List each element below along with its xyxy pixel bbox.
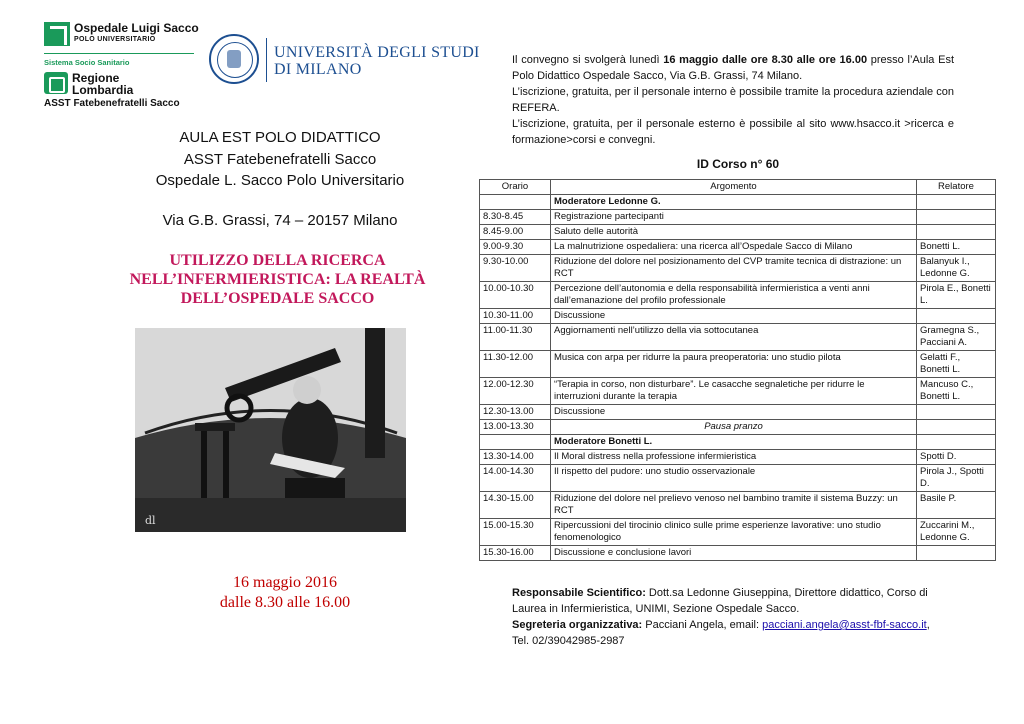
sacco-hospital-name: Ospedale Luigi Sacco — [74, 21, 199, 35]
course-id: ID Corso n° 60 — [696, 157, 780, 171]
cell-relatore: Pirola E., Bonetti L. — [917, 282, 996, 309]
cell-orario: 15.30-16.00 — [480, 546, 551, 561]
cell-relatore: Pirola J., Spotti D. — [917, 465, 996, 492]
table-row — [480, 351, 996, 378]
responsabile-text: Dott.sa Ledonne Giuseppina, Direttore didattico, Corso di Laurea in Infermieristica, UNIMI, Sezione Ospedale Sacco. — [512, 587, 928, 615]
table-row — [480, 210, 996, 225]
event-title-line-2: NELL’INFERMIERISTICA: LA REALTÀ — [129, 271, 426, 288]
lombardia-logo-icon — [44, 72, 68, 94]
intro-p1-end: presso l’Aula Est Polo Didattico Ospedale Sacco, Via G.B. Grassi, 74 Milano. — [512, 54, 955, 82]
event-time: dalle 8.30 alle 16.00 — [219, 594, 351, 611]
event-title-line-3: DELL’OSPEDALE SACCO — [180, 290, 375, 307]
sacco-polo-label: POLO UNIVERSITARIO — [74, 36, 156, 43]
cell-orario: 13.30-14.00 — [480, 450, 551, 465]
cell-argomento: Ripercussioni del tirocinio clinico sulle prime esperienze lavorative: uno studio fenomenologico — [551, 519, 917, 546]
cell-relatore: Mancuso C., Bonetti L. — [917, 378, 996, 405]
cell-relatore — [917, 420, 996, 435]
unimi-divider — [266, 38, 267, 82]
cell-orario — [480, 435, 551, 450]
cell-orario: 8.30-8.45 — [480, 210, 551, 225]
cell-argomento: Musica con arpa per ridurre la paura preoperatoria: uno studio pilota — [551, 351, 917, 378]
cell-argomento: Moderatore Bonetti L. — [551, 435, 917, 450]
segreteria-label: Segreteria organizzativa: — [512, 619, 643, 631]
cell-argomento: “Terapia in corso, non disturbare”. Le casacche segnaletiche per ridurre le interruzioni durante la terapia — [551, 378, 917, 405]
cell-argomento: Aggiornamenti nell’utilizzo della via sottocutanea — [551, 324, 917, 351]
cell-relatore: Bonetti L. — [917, 240, 996, 255]
program-table — [479, 179, 996, 561]
table-header-row — [480, 180, 996, 195]
cell-orario — [480, 195, 551, 210]
lombardia-text: Lombardia — [72, 83, 134, 97]
cell-relatore: Balanyuk I., Ledonne G. — [917, 255, 996, 282]
intro-paragraph-2: L’iscrizione, gratuita, per il personale interno è possibile tramite la procedura aziendale con REFERA. — [512, 86, 954, 114]
cell-argomento: Pausa pranzo — [551, 420, 917, 435]
header-relatore: Relatore — [917, 180, 996, 195]
asst-label: ASST Fatebenefratelli Sacco — [44, 98, 180, 109]
sacco-logo-icon — [44, 22, 70, 46]
program-table-body — [480, 195, 996, 561]
table-row — [480, 225, 996, 240]
cell-argomento: Saluto delle autorità — [551, 225, 917, 240]
table-row — [480, 240, 996, 255]
cell-relatore: Basile P. — [917, 492, 996, 519]
cell-orario: 14.00-14.30 — [480, 465, 551, 492]
table-row — [480, 492, 996, 519]
svg-text:dl: dl — [145, 514, 156, 527]
segreteria-email-link[interactable]: pacciani.angela@asst-fbf-sacco.it — [762, 619, 927, 631]
table-row — [480, 450, 996, 465]
cell-argomento: Il rispetto del pudore: uno studio osservazionale — [551, 465, 917, 492]
event-title-line-1: UTILIZZO DELLA RICERCA — [169, 252, 386, 269]
cell-relatore — [917, 195, 996, 210]
telephone-line: Tel. 02/39042985-2987 — [512, 635, 625, 647]
intro-paragraph-1 — [512, 52, 954, 84]
unimi-name — [274, 44, 480, 78]
cell-argomento: Riduzione del dolore nel posizionamento del CVP tramite tecnica di distrazione: un RCT — [551, 255, 917, 282]
cell-argomento: Discussione — [551, 309, 917, 324]
cell-relatore: Zuccarini M., Ledonne G. — [917, 519, 996, 546]
table-row — [480, 519, 996, 546]
cell-orario: 13.00-13.30 — [480, 420, 551, 435]
cell-orario: 9.00-9.30 — [480, 240, 551, 255]
segreteria-comma: , — [926, 619, 930, 631]
cell-orario: 14.30-15.00 — [480, 492, 551, 519]
segreteria-line — [512, 617, 954, 633]
cell-relatore — [917, 405, 996, 420]
cell-orario: 10.00-10.30 — [480, 282, 551, 309]
unimi-line2: DI MILANO — [274, 61, 362, 78]
venue-line-2: ASST Fatebenefratelli Sacco — [183, 151, 377, 168]
cell-argomento: Discussione — [551, 405, 917, 420]
cell-argomento: La malnutrizione ospedaliera: una ricerca all’Ospedale Sacco di Milano — [551, 240, 917, 255]
intro-text — [512, 52, 954, 148]
regione-text: Regione — [72, 71, 120, 85]
segreteria-text: Pacciani Angela, email: — [642, 619, 763, 631]
cell-orario: 12.30-13.00 — [480, 405, 551, 420]
table-row — [480, 309, 996, 324]
cell-orario: 11.00-11.30 — [480, 324, 551, 351]
cell-relatore: Gelatti F., Bonetti L. — [917, 351, 996, 378]
intro-paragraph-3: L’iscrizione, gratuita, per il personale esterno è possibile al sito www.hsacco.it >ricerca e formazione>corsi e convegni. — [512, 118, 954, 146]
sistema-socio-sanitario-label: Sistema Socio Sanitario — [44, 58, 130, 67]
cell-argomento: Percezione dell’autonomia e della responsabilità infermieristica a venti anni dall’emanazione del profilo professionale — [551, 282, 917, 309]
table-row — [480, 282, 996, 309]
cell-orario: 8.45-9.00 — [480, 225, 551, 240]
table-row — [480, 546, 996, 561]
header-orario: Orario — [480, 180, 551, 195]
cell-orario: 9.30-10.00 — [480, 255, 551, 282]
cell-orario: 12.00-12.30 — [480, 378, 551, 405]
cell-argomento: Il Moral distress nella professione infermieristica — [551, 450, 917, 465]
table-row — [480, 255, 996, 282]
unimi-seal-icon — [209, 34, 259, 84]
venue-line-1: AULA EST POLO DIDATTICO — [179, 129, 381, 146]
table-row — [480, 465, 996, 492]
responsabile-label: Responsabile Scientifico: — [512, 587, 646, 599]
cell-orario: 10.30-11.00 — [480, 309, 551, 324]
venue-line-3: Ospedale L. Sacco Polo Universitario — [155, 172, 405, 189]
logo-divider — [44, 53, 194, 54]
cell-argomento: Registrazione partecipanti — [551, 210, 917, 225]
table-row — [480, 420, 996, 435]
table-row — [480, 324, 996, 351]
cell-relatore: Spotti D. — [917, 450, 996, 465]
header-argomento: Argomento — [551, 180, 917, 195]
cell-relatore — [917, 210, 996, 225]
table-row — [480, 435, 996, 450]
cell-relatore — [917, 435, 996, 450]
unimi-line1: UNIVERSITÀ DEGLI STUDI — [274, 44, 480, 61]
cell-relatore — [917, 309, 996, 324]
cell-relatore: Gramegna S., Pacciani A. — [917, 324, 996, 351]
table-row — [480, 378, 996, 405]
event-date: 16 maggio 2016 — [233, 574, 337, 591]
intro-p1-bold: 16 maggio dalle ore 8.30 alle ore 16.00 — [663, 54, 868, 66]
intro-p1-start: Il convegno si svolgerà lunedì — [512, 54, 664, 66]
cell-relatore — [917, 225, 996, 240]
astronomer-engraving-image — [135, 328, 406, 532]
cell-argomento: Riduzione del dolore nel prelievo venoso nel bambino tramite il sistema Buzzy: un RCT — [551, 492, 917, 519]
cell-argomento: Moderatore Ledonne G. — [551, 195, 917, 210]
event-title — [105, 251, 450, 308]
cell-relatore — [917, 546, 996, 561]
table-row — [480, 195, 996, 210]
responsabile-line — [512, 585, 954, 617]
table-row — [480, 405, 996, 420]
cell-orario: 11.30-12.00 — [480, 351, 551, 378]
footer-contacts — [512, 585, 954, 649]
cell-argomento: Discussione e conclusione lavori — [551, 546, 917, 561]
regione-lombardia-label — [72, 72, 133, 96]
cell-orario: 15.00-15.30 — [480, 519, 551, 546]
venue-address: Via G.B. Grassi, 74 – 20157 Milano — [162, 212, 398, 229]
